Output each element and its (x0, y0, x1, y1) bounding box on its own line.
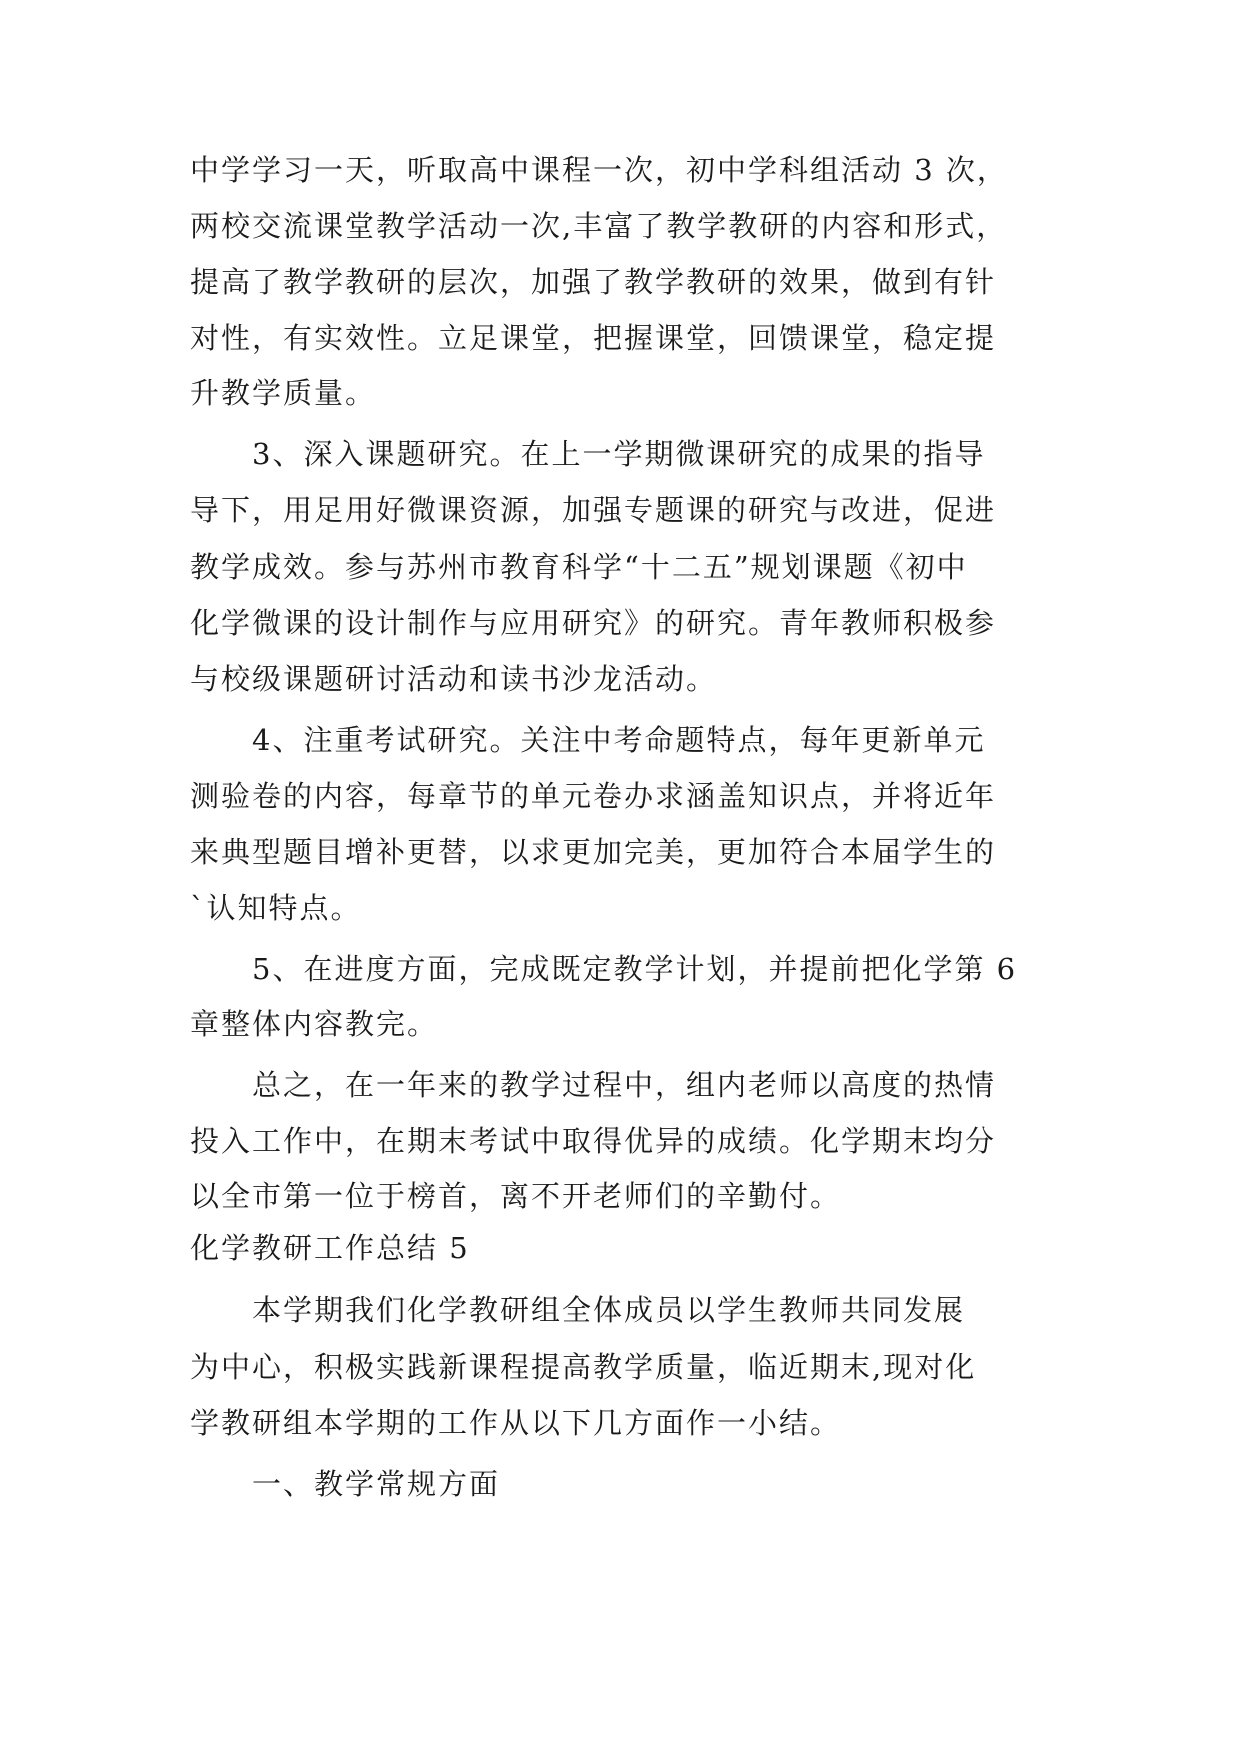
text-line: 以全市第一位于榜首，离不开老师们的辛勤付。 (190, 1179, 842, 1213)
text-line: 对性，有实效性。立足课堂，把握课堂，回馈课堂，稳定提 (190, 321, 997, 355)
text-line: 中学学习一天，听取高中课程一次，初中学科组活动 3 次， (190, 153, 1008, 187)
text-line: 为中心，积极实践新课程提高教学质量，临近期末,现对化 (190, 1350, 977, 1384)
text-line: 来典型题目增补更替，以求更加完美，更加符合本届学生的 (190, 835, 997, 869)
text-line: 与校级课题研讨活动和读书沙龙活动。 (190, 662, 718, 696)
subsection-heading: 一、教学常规方面 (252, 1467, 501, 1501)
text-line: 总之，在一年来的教学过程中，组内老师以高度的热情 (252, 1068, 997, 1102)
text-line: 投入工作中，在期末考试中取得优异的成绩。化学期末均分 (190, 1124, 997, 1158)
text-line: 4、注重考试研究。关注中考命题特点，每年更新单元 (252, 723, 986, 757)
text-line: 提高了教学教研的层次，加强了教学教研的效果，做到有针 (190, 265, 997, 299)
text-line: 章整体内容教完。 (190, 1007, 439, 1041)
text-line: 导下，用足用好微课资源，加强专题课的研究与改进，促进 (190, 493, 997, 527)
text-line: 两校交流课堂教学活动一次,丰富了教学教研的内容和形式， (190, 209, 1008, 243)
text-line: `认知特点。 (190, 891, 362, 925)
text-line: 3、深入课题研究。在上一学期微课研究的成果的指导 (252, 437, 986, 471)
text-line: 本学期我们化学教研组全体成员以学生教师共同发展 (252, 1293, 966, 1327)
text-line: 测验卷的内容，每章节的单元卷办求涵盖知识点，并将近年 (190, 779, 997, 813)
text-line: 教学成效。参与苏州市教育科学“十二五”规划课题《初中 (190, 550, 968, 584)
text-line: 5、在进度方面，完成既定教学计划，并提前把化学第 6 (252, 952, 1018, 986)
text-line: 升教学质量。 (190, 376, 377, 410)
text-line: 化学微课的设计制作与应用研究》的研究。青年教师积极参 (190, 606, 997, 640)
text-line: 学教研组本学期的工作从以下几方面作一小结。 (190, 1406, 842, 1440)
section-heading: 化学教研工作总结 5 (190, 1231, 470, 1265)
